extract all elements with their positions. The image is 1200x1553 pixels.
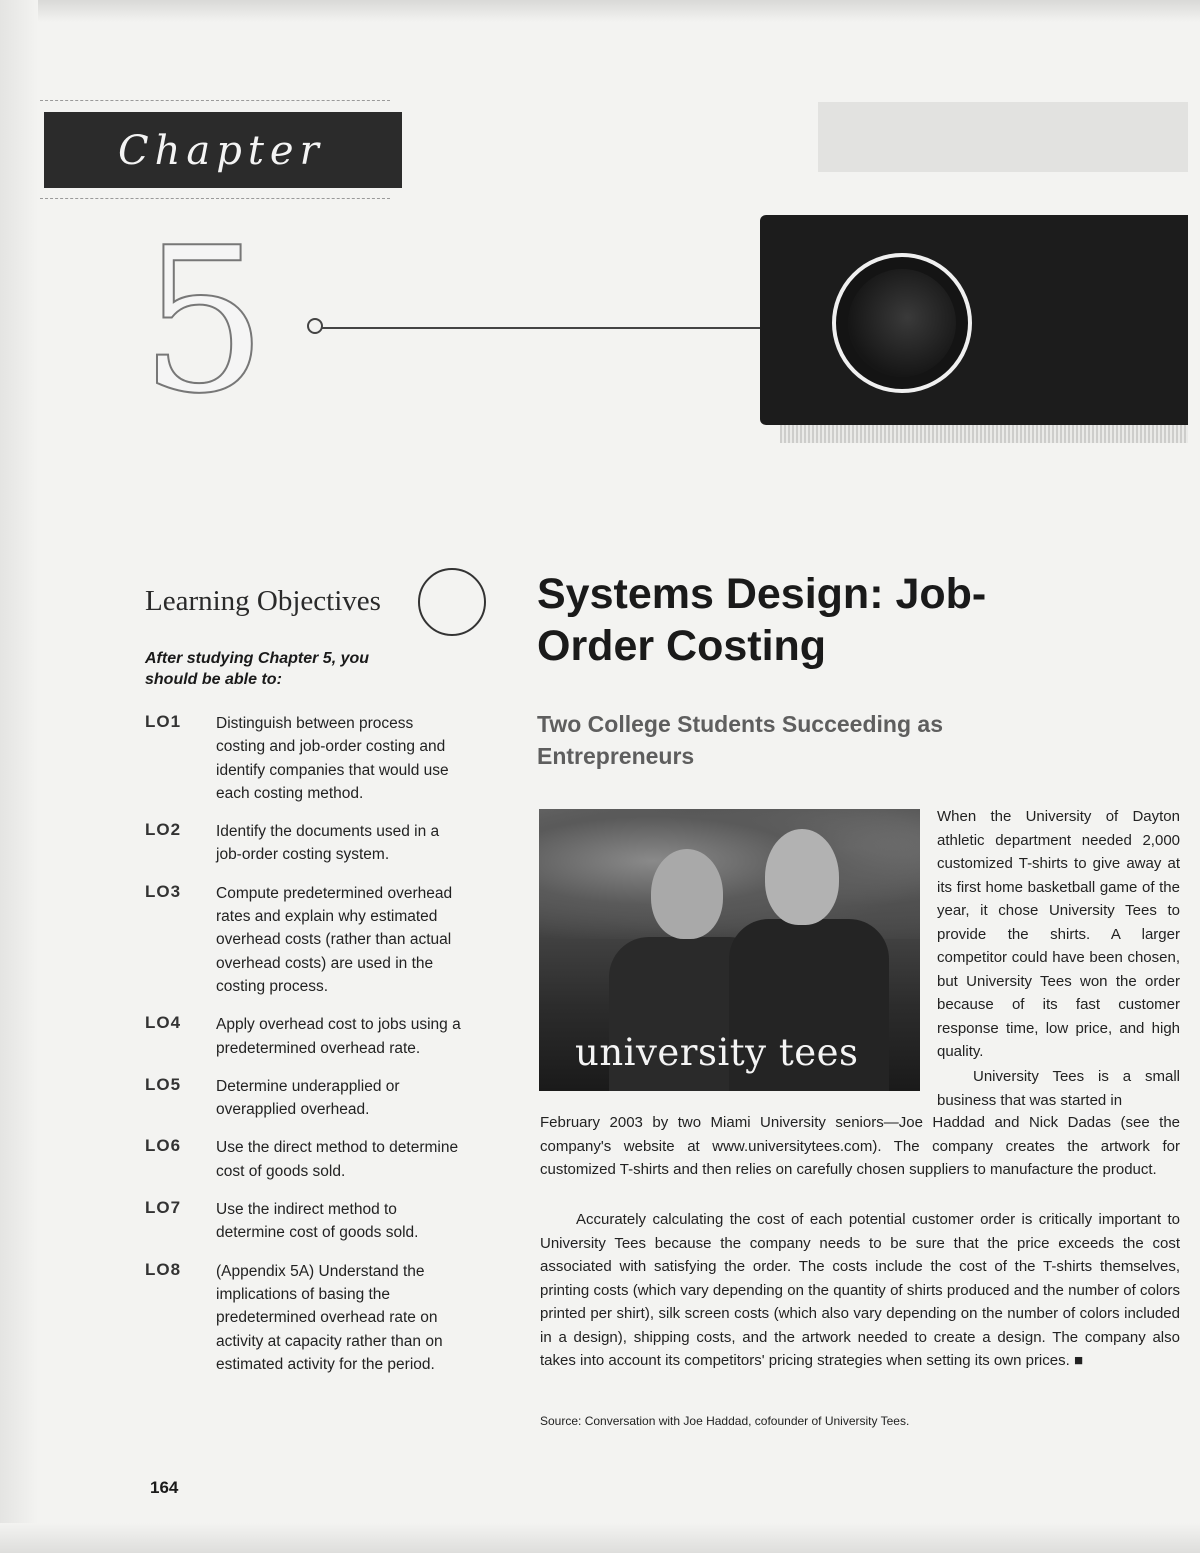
objective-item <box>145 882 465 998</box>
paragraph-2-start: University Tees is a small business that was started in <box>937 1068 1180 1109</box>
objective-text: Use the indirect method to determine cost of goods sold. <box>216 1201 419 1242</box>
objective-item <box>145 820 465 867</box>
objective-item <box>145 712 465 805</box>
article-subtitle: Two College Students Succeeding as Entrepreneurs <box>537 711 943 769</box>
founders-photo <box>539 809 920 1091</box>
objective-item <box>145 1075 465 1122</box>
learning-objectives-title: Learning Objectives <box>145 585 381 617</box>
objective-text: Compute predetermined overhead rates and explain why estimated overhead costs (rather than actual overhead costs) are used in the costing process. <box>216 884 453 995</box>
learning-objectives-intro: After studying Chapter 5, you should be able to: <box>145 650 370 688</box>
objective-text: Determine underapplied or overapplied overhead. <box>216 1077 400 1119</box>
paragraph-1: When the University of Dayton athletic department needed 2,000 customized T-shirts to give away at its first home basketball game of the year, it chose University Tees to provide the shirts. A larger competitor could have been chosen, but University Tees won the order because of its fast customer response time, low price, and high quality. <box>937 808 1180 1060</box>
paragraph-3: Accurately calculating the cost of each potential customer order is critically important to University Tees because the company needs to be sure that the price exceeds the cost associated with satisfying the order. The costs include the cost of the T-shirts themselves, printing costs (which vary depending on the quantity of shirts produced and the number of colors printed per shirt), silk screen costs (which also vary depending on the number of colors included in a design), shipping costs, and the artwork needed to create a design. The company also takes into account its competitors' pricing strategies when setting its own prices. ■ <box>540 1211 1180 1369</box>
university-tees-logo: university tees <box>575 1031 859 1074</box>
objective-item <box>145 1198 465 1245</box>
decorative-panel <box>818 102 1188 172</box>
objective-code: LO8 <box>145 1259 182 1279</box>
scan-top-shade <box>0 0 1200 22</box>
chapter-rule-top <box>40 100 390 101</box>
paragraph-2-continued: February 2003 by two Miami University seniors—Joe Haddad and Nick Dadas (see the company's website at www.universitytees.com). The company creates the artwork for customized T-shirts and then relies on carefully chosen suppliers to manufacture the product. <box>540 1114 1180 1178</box>
camera-lens-graphic <box>760 215 1188 425</box>
objective-code: LO1 <box>145 712 182 731</box>
objective-item <box>145 1013 465 1060</box>
circle-ornament-icon <box>418 568 486 636</box>
learning-objectives-list <box>145 712 465 1391</box>
objective-code: LO3 <box>145 881 182 901</box>
photo-background-trees <box>539 809 920 939</box>
scan-left-edge <box>0 0 38 1553</box>
photo-face-left <box>651 849 723 939</box>
objective-item <box>145 1260 465 1376</box>
connector-dot-icon <box>307 318 323 334</box>
connector-line <box>318 327 763 329</box>
objective-code: LO7 <box>145 1198 182 1218</box>
objective-text: Use the direct method to determine cost of goods sold. <box>216 1139 459 1180</box>
objective-text: Identify the documents used in a job-order costing system. <box>216 823 440 864</box>
objective-text: Apply overhead cost to jobs using a predetermined overhead rate. <box>216 1016 461 1057</box>
objective-text: (Appendix 5A) Understand the implications of basing the predetermined overhead rate on activity at capacity rather than on estimated activity for the period. <box>216 1262 443 1373</box>
article-title: Systems Design: Job-Order Costing <box>537 570 987 670</box>
page-number: 164 <box>150 1478 179 1497</box>
lens-center-icon <box>848 269 956 377</box>
photo-face-right <box>765 829 839 925</box>
objective-code: LO2 <box>145 820 182 840</box>
objective-code: LO4 <box>145 1013 182 1033</box>
objective-code: LO6 <box>145 1136 182 1156</box>
chapter-number: 5 <box>140 205 268 438</box>
chapter-rule-bottom <box>40 198 390 199</box>
scan-bottom-edge <box>0 1523 1200 1553</box>
objective-item <box>145 1136 465 1183</box>
objective-code: LO5 <box>145 1074 182 1094</box>
source-note: Source: Conversation with Joe Haddad, cofounder of University Tees. <box>540 1414 910 1428</box>
chapter-label: Chapter <box>118 128 325 174</box>
objective-text: Distinguish between process costing and job-order costing and identify companies that would use each costing method. <box>216 715 449 802</box>
